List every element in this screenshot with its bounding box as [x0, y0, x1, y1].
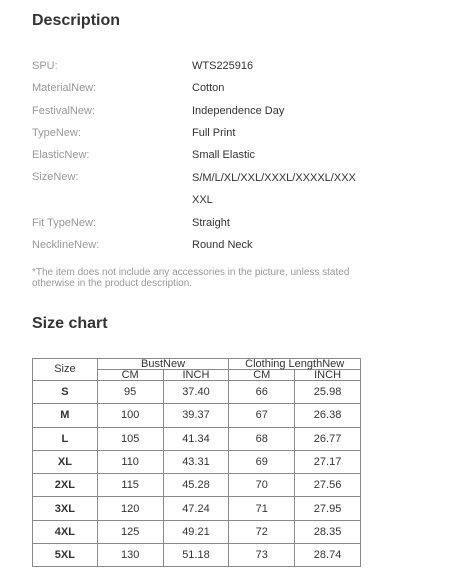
bust-cm-cell: 105	[97, 427, 163, 450]
bust-column-header: BustNew	[97, 359, 229, 370]
spec-value: Independence Day	[192, 105, 285, 117]
length-cm-cell: 72	[229, 520, 295, 543]
length-inch-cell: 25.98	[295, 381, 361, 404]
size-column-header: Size	[33, 359, 98, 381]
accessories-note: *The item does not include any accessories in the picture, unless stated otherwise in the product description.	[32, 267, 350, 289]
bust-cm-cell: 125	[97, 520, 163, 543]
length-inch-cell: 27.56	[295, 474, 361, 497]
length-inch-header: INCH	[295, 370, 361, 381]
table-row	[33, 450, 361, 473]
table-row	[33, 497, 361, 520]
bust-inch-cell: 43.31	[163, 450, 229, 473]
bust-inch-header: INCH	[163, 370, 229, 381]
size-chart-table	[32, 358, 361, 567]
table-row	[33, 404, 361, 427]
spec-row-elastic	[0, 145, 454, 165]
bust-inch-cell: 47.24	[163, 497, 229, 520]
bust-inch-cell: 51.18	[163, 544, 229, 567]
length-inch-cell: 28.35	[295, 520, 361, 543]
size-cell: L	[33, 427, 98, 450]
length-cm-cell: 73	[229, 544, 295, 567]
table-row	[33, 381, 361, 404]
spec-value: Straight	[192, 217, 230, 229]
spec-value: WTS225916	[192, 60, 254, 72]
spec-value: S/M/L/XL/XXL/XXXL/XXXXL/XXXXXL	[192, 172, 356, 206]
length-inch-cell: 27.17	[295, 450, 361, 473]
length-cm-cell: 71	[229, 497, 295, 520]
bust-inch-cell: 39.37	[163, 404, 229, 427]
spec-label: FestivalNew:	[32, 105, 95, 117]
bust-cm-cell: 130	[97, 544, 163, 567]
bust-inch-cell: 37.40	[163, 381, 229, 404]
length-inch-cell: 26.77	[295, 427, 361, 450]
spec-row-festival	[0, 101, 454, 121]
table-row	[33, 474, 361, 497]
spec-label: SPU:	[32, 60, 58, 72]
spec-row-spu	[0, 56, 454, 76]
size-cell: 5XL	[33, 544, 98, 567]
length-cm-cell: 68	[229, 427, 295, 450]
spec-label: SizeNew:	[32, 171, 79, 183]
length-inch-cell: 28.74	[295, 544, 361, 567]
spec-label: Fit TypeNew:	[32, 217, 96, 229]
size-cell: M	[33, 404, 98, 427]
spec-row-material	[0, 78, 454, 98]
length-cm-cell: 70	[229, 474, 295, 497]
table-row	[33, 427, 361, 450]
table-row	[33, 544, 361, 567]
bust-inch-cell: 41.34	[163, 427, 229, 450]
bust-cm-cell: 120	[97, 497, 163, 520]
length-inch-cell: 26.38	[295, 404, 361, 427]
spec-value: Small Elastic	[192, 149, 255, 161]
spec-value: Round Neck	[192, 239, 253, 251]
length-cm-header: CM	[229, 370, 295, 381]
spec-row-fit-type	[0, 213, 454, 233]
bust-cm-cell: 100	[97, 404, 163, 427]
bust-inch-cell: 45.28	[163, 474, 229, 497]
spec-row-neckline	[0, 235, 454, 255]
length-column-header: Clothing LengthNew	[229, 359, 361, 370]
length-cm-cell: 66	[229, 381, 295, 404]
size-cell: XL	[33, 450, 98, 473]
spec-label: ElasticNew:	[32, 149, 90, 161]
size-cell: 3XL	[33, 497, 98, 520]
size-cell: 4XL	[33, 520, 98, 543]
spec-row-type	[0, 123, 454, 143]
size-cell: 2XL	[33, 474, 98, 497]
bust-cm-cell: 115	[97, 474, 163, 497]
length-cm-cell: 69	[229, 450, 295, 473]
spec-row-size	[0, 167, 454, 211]
bust-inch-cell: 49.21	[163, 520, 229, 543]
length-inch-cell: 27.95	[295, 497, 361, 520]
size-cell: S	[33, 381, 98, 404]
spec-label: MaterialNew:	[32, 82, 97, 94]
spec-label: NecklineNew:	[32, 239, 100, 251]
table-row	[33, 520, 361, 543]
bust-cm-cell: 95	[97, 381, 163, 404]
description-title: Description	[32, 12, 121, 29]
spec-label: TypeNew:	[32, 127, 81, 139]
spec-value: Full Print	[192, 127, 236, 139]
bust-cm-header: CM	[97, 370, 163, 381]
spec-value: Cotton	[192, 82, 225, 94]
size-chart-title: Size chart	[32, 315, 108, 332]
length-cm-cell: 67	[229, 404, 295, 427]
bust-cm-cell: 110	[97, 450, 163, 473]
